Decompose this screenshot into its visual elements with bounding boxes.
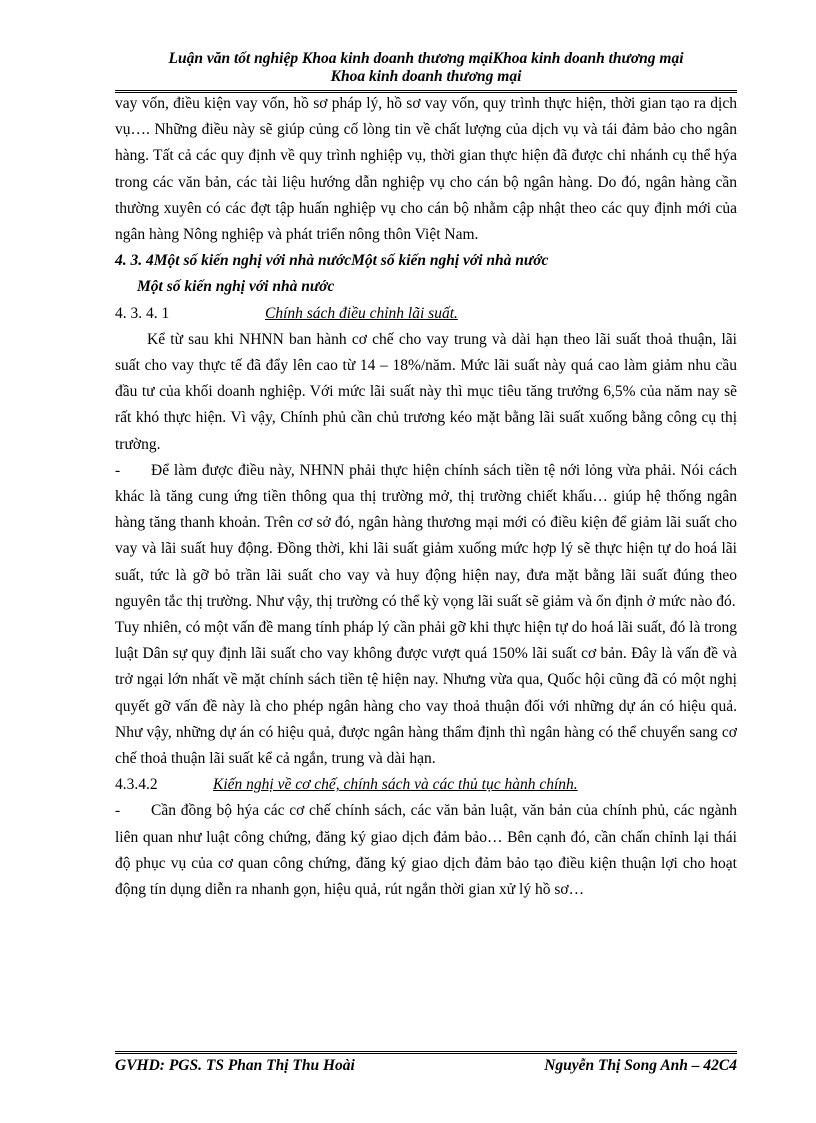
paragraph-2: Kể từ sau khi NHNN ban hành cơ chế cho vay trung và dài hạn theo lãi suất thoả thuận, lãi suất cho vay thực tế đã đẩy lên cao từ 14 – 18%/năm. Mức lãi suất này quá cao làm giảm nhu cầu đầu tư của khối doanh nghiệp. Với mức lãi suất này thì mục tiêu tăng trưởng 6,5% của năm nay sẽ rất khó thực hiện. Vì vậy, Chính phủ cần chủ trương kéo mặt bằng lãi suất xuống bằng công cụ thị trường. [115,330,737,453]
footer-divider [115,1051,737,1054]
dash-marker: - [115,802,121,820]
paragraph-1: vay vốn, điều kiện vay vốn, hồ sơ pháp lý, hồ sơ vay vốn, quy trình thực hiện, thời gian tạo ra dịch vụ…. Những điều này sẽ giúp củng cố lòng tin về chất lượng của dịch vụ và tái đảm bảo cho ngân hàng. Tất cả các quy định về quy trình nghiệp vụ, thời gian thực hiện đã được chi nhánh cụ thể hýa trong các văn bản, các tài liệu hướng dẫn nghiệp vụ cho cán bộ ngân hàng. Do đó, ngân hàng cần thường xuyên có các đợt tập huấn nghiệp vụ cho cán bộ nhằm cập nhật theo các quy định mới của ngân hàng Nông nghiệp và phát triển nông thôn Việt Nam. [115,95,737,244]
paragraph-5-text: Cần đồng bộ hýa các cơ chế chính sách, các văn bản luật, văn bản của chính phủ, các ngành liên quan như luật công chứng, đăng ký giao dịch đảm bảo… Bên cạnh đó, cần chấn chỉnh lại thái độ phục vụ của cơ quan công chứng, đăng ký giao dịch đảm bảo tạo điều kiện thuận lợi cho hoạt động tín dụng diễn ra nhanh gọn, hiệu quả, rút ngắn thời gian xử lý hồ sơ… [115,802,737,899]
dash-marker: - [115,461,121,479]
subsection-title: Chính sách điều chỉnh lãi suất. [265,304,458,322]
paragraph-4: Tuy nhiên, có một vấn đề mang tính pháp lý cần phải gỡ khi thực hiện tự do hoá lãi suất, đó là trong luật Dân sự quy định lãi suất cho vay không được vượt quá 150% lãi suất cơ bản. Đây là vấn đề và trở ngại lớn nhất về mặt chính sách tiền tệ hiện nay. Nhưng vừa qua, Quốc hội cũng đã có một nghị quyết gỡ vấn đề này là cho phép ngân hàng cho vay thoả thuận đối với những dự án có hiệu quả. Như vậy, những dự án có hiệu quả, được ngân hàng thẩm định thì ngân hàng có thể chuyển sang cơ chế thoả thuận lãi suất kể cả ngắn, trung và dài hạn. [115,619,737,768]
subsection-number: 4. 3. 4. 1 [115,304,170,322]
document-body [115,91,737,903]
paragraph-3-text: Để làm được điều này, NHNN phải thực hiện chính sách tiền tệ nới lỏng vừa phải. Nói cách khác là tăng cung ứng tiền thông qua thị trường mở, thị trường chiết khấu… giúp hệ thống ngân hàng tăng thanh khoản. Trên cơ sở đó, ngân hàng thương mại mới có điều kiện để giảm lãi suất cho vay và lãi suất huy động. Đồng thời, khi lãi suất giảm xuống mức hợp lý sẽ thực hiện tự do hoá lãi suất, tức là gỡ bỏ trần lãi suất cho vay và huy động hiện nay, đưa mặt bằng lãi suất đúng theo nguyên tắc thị trường. Như vậy, thị trường có thể kỳ vọng lãi suất sẽ giảm và ổn định ở mức nào đó. [115,461,737,610]
header-line-1: Luận văn tốt nghiệp Khoa kinh doanh thương mạiKhoa kinh doanh thương mại [168,50,684,67]
subsection-number: 4.3.4.2 [115,776,158,794]
section-heading-line-2: Một số kiến nghị với nhà nước [137,278,335,296]
page-header [115,50,737,86]
header-line-2: Khoa kinh doanh thương mại [330,68,522,85]
bullet-paragraph-3 [115,458,737,615]
subsection-title: Kiến nghị về cơ chế, chính sách và các thủ tục hành chính. [213,776,578,794]
bullet-paragraph-5 [115,798,737,903]
footer-author: Nguyễn Thị Song Anh – 42C4 [544,1057,737,1074]
section-heading: 4. 3. 4Một số kiến nghị với nhà nướcMột số kiến nghị với nhà nước [115,252,549,270]
subsection-heading-1 [115,301,737,327]
footer-supervisor: GVHD: PGS. TS Phan Thị Thu Hoài [115,1057,355,1074]
subsection-heading-2 [115,772,737,798]
